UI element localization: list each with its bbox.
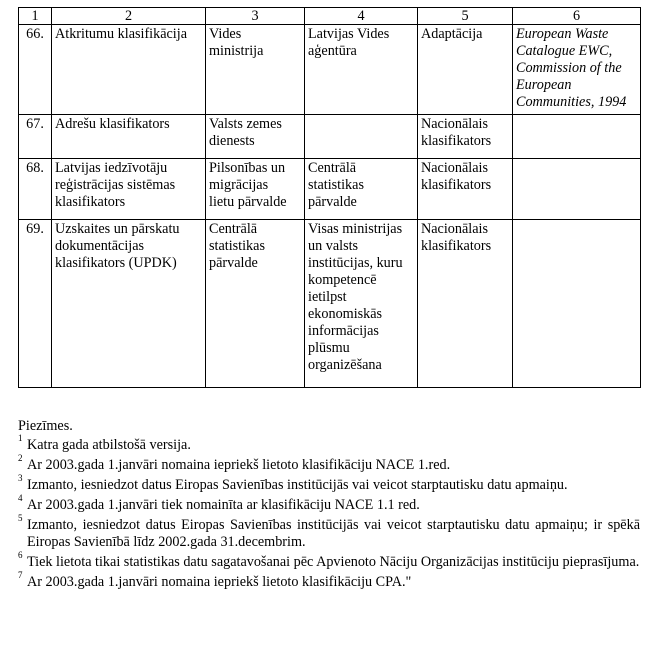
responsible-agency: Centrālā statistikas pārvalde	[305, 159, 418, 220]
footnote-marker: 6	[18, 550, 23, 560]
classifier-name: Uzskaites un pārskatu dokumentācijas klasifikators (UPDK)	[52, 220, 206, 388]
classifier-table	[18, 7, 641, 388]
classifier-name: Adrešu klasifikators	[52, 115, 206, 159]
table-header-row	[19, 8, 641, 25]
classifier-status: Nacionālais klasifikators	[418, 220, 513, 388]
footnote-text: Ar 2003.gada 1.janvāri tiek nomainīta ar klasifikāciju NACE 1.1 red.	[27, 497, 420, 513]
footnote	[18, 433, 640, 454]
footnote	[18, 513, 640, 551]
footnote-marker: 5	[18, 513, 23, 523]
footnote-text: Ar 2003.gada 1.janvāri nomaina iepriekš lietoto klasifikāciju NACE 1.red.	[27, 457, 451, 473]
column-header: 5	[418, 8, 513, 25]
footnote-marker: 7	[18, 570, 23, 580]
footnote-marker: 1	[18, 433, 23, 443]
responsible-ministry: Pilsonības un migrācijas lietu pārvalde	[206, 159, 305, 220]
classifier-name: Latvijas iedzīvotāju reģistrācijas sistēmas klasifikators	[52, 159, 206, 220]
classifier-status: Nacionālais klasifikators	[418, 159, 513, 220]
column-header: 2	[52, 8, 206, 25]
footnote-marker: 3	[18, 473, 23, 483]
footnote-text: Izmanto, iesniedzot datus Eiropas Savienības institūcijās vai veicot starptautisku datu apmaiņu; ir spēkā Eiropas Savienībā līdz 2002.gada 31.decembrim.	[27, 517, 640, 550]
footnote-marker: 2	[18, 453, 23, 463]
column-header: 4	[305, 8, 418, 25]
column-header: 6	[513, 8, 641, 25]
footnote-marker: 4	[18, 493, 23, 503]
responsible-ministry: Valsts zemes dienests	[206, 115, 305, 159]
classifier-source: European Waste Catalogue EWC, Commission of the European Communities, 1994	[513, 25, 641, 115]
table-row	[19, 159, 641, 220]
column-header: 3	[206, 8, 305, 25]
footnote	[18, 473, 640, 494]
footnote	[18, 453, 640, 474]
footnote	[18, 493, 640, 514]
classifier-source	[513, 115, 641, 159]
footnote-text: Izmanto, iesniedzot datus Eiropas Savienības institūcijās vai veicot starptautisku datu apmaiņu.	[27, 477, 568, 493]
classifier-source	[513, 159, 641, 220]
classifier-source	[513, 220, 641, 388]
table-row	[19, 115, 641, 159]
notes-title: Piezīmes.	[18, 418, 73, 434]
notes-section	[18, 418, 640, 594]
column-header: 1	[19, 8, 52, 25]
footnote	[18, 550, 640, 571]
footnote	[18, 570, 640, 591]
classifier-status: Adaptācija	[418, 25, 513, 115]
table-row	[19, 220, 641, 388]
footnote-text: Katra gada atbilstošā versija.	[27, 437, 191, 453]
row-number: 69.	[19, 220, 52, 388]
table-row	[19, 25, 641, 115]
row-number: 67.	[19, 115, 52, 159]
classifier-status: Nacionālais klasifikators	[418, 115, 513, 159]
responsible-ministry: Centrālā statistikas pārvalde	[206, 220, 305, 388]
responsible-agency: Visas ministrijas un valsts institūcijas, kuru kompetencē ietilpst ekonomiskās informācijas plūsmu organizēšana	[305, 220, 418, 388]
responsible-ministry: Vides ministrija	[206, 25, 305, 115]
footnote-text: Tiek lietota tikai statistikas datu sagatavošanai pēc Apvienoto Nāciju Organizācijas institūciju pieprasījuma.	[27, 554, 640, 570]
responsible-agency	[305, 115, 418, 159]
classifier-name: Atkritumu klasifikācija	[52, 25, 206, 115]
footnote-text: Ar 2003.gada 1.janvāri nomaina iepriekš lietoto klasifikāciju CPA."	[27, 574, 412, 590]
responsible-agency: Latvijas Vides aģentūra	[305, 25, 418, 115]
row-number: 66.	[19, 25, 52, 115]
row-number: 68.	[19, 159, 52, 220]
